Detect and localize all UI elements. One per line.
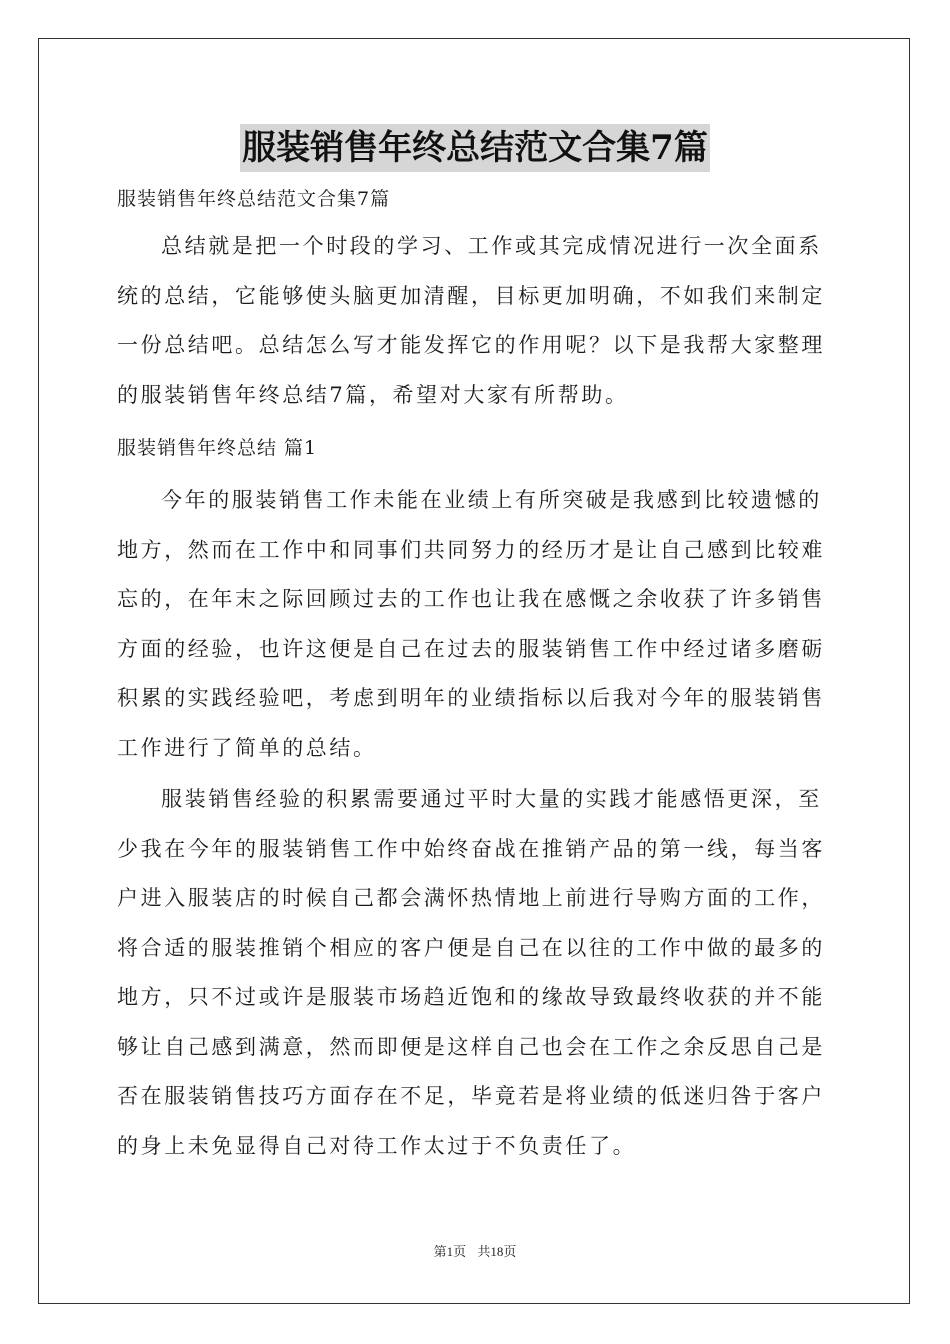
paragraph-line: 工作进行了简单的总结。 bbox=[117, 735, 377, 760]
paragraph-line: 否在服装销售技巧方面存在不足，毕竟若是将业绩的低迷归咎于客户 bbox=[117, 1084, 825, 1108]
section-heading: 服装销售年终总结 篇1 bbox=[117, 437, 318, 459]
paragraph-line: 地方，然而在工作中和同事们共同努力的经历才是让自己感到比较难 bbox=[117, 537, 825, 562]
intro-paragraph bbox=[117, 222, 837, 420]
intro-line: 一份总结吧。总结怎么写才能发挥它的作用呢？以下是我帮大家整理 bbox=[117, 333, 825, 357]
paragraph-line: 服装销售经验的积累需要通过平时大量的实践才能感悟更深，至 bbox=[161, 787, 822, 811]
paragraph-line: 方面的经验，也许这便是自己在过去的服装销售工作中经过诸多磨砺 bbox=[117, 636, 825, 661]
document-body bbox=[117, 176, 837, 1173]
document-title: 服装销售年终总结范文合集7篇 bbox=[240, 124, 710, 172]
document-subtitle: 服装销售年终总结范文合集7篇 bbox=[117, 188, 391, 210]
paragraph-line: 地方，只不过或许是服装市场趋近饱和的缘故导致最终收获的并不能 bbox=[117, 985, 825, 1009]
intro-line: 的服装销售年终总结7篇，希望对大家有所帮助。 bbox=[117, 382, 629, 407]
paragraph-line: 将合适的服装推销个相应的客户便是自己在以往的工作中做的最多的 bbox=[117, 935, 825, 960]
paragraph-line: 忘的，在年末之际回顾过去的工作也让我在感慨之余收获了许多销售 bbox=[117, 587, 825, 611]
paragraph-line: 户进入服装店的时候自己都会满怀热情地上前进行导购方面的工作， bbox=[117, 886, 825, 910]
paragraph-line: 的身上未免显得自己对待工作太过于不负责任了。 bbox=[117, 1133, 637, 1158]
page-footer bbox=[0, 1241, 950, 1260]
intro-line: 总结就是把一个时段的学习、工作或其完成情况进行一次全面系 bbox=[161, 234, 822, 258]
paragraph-line: 少我在今年的服装销售工作中始终奋战在推销产品的第一线，每当客 bbox=[117, 836, 825, 861]
paragraph-line: 今年的服装销售工作未能在业绩上有所突破是我感到比较遗憾的 bbox=[161, 488, 822, 512]
page-total: 共18页 bbox=[477, 1244, 517, 1259]
paragraph-line: 积累的实践经验吧，考虑到明年的业绩指标以后我对今年的服装销售 bbox=[117, 686, 825, 710]
intro-line: 统的总结，它能够使头脑更加清醒，目标更加明确，不如我们来制定 bbox=[117, 283, 825, 308]
title-container bbox=[0, 124, 950, 172]
section1-paragraph-1 bbox=[117, 476, 837, 773]
page-number: 第1页 bbox=[433, 1244, 467, 1259]
paragraph-line: 够让自己感到满意，然而即便是这样自己也会在工作之余反思自己是 bbox=[117, 1034, 825, 1059]
section1-paragraph-2 bbox=[117, 775, 837, 1171]
